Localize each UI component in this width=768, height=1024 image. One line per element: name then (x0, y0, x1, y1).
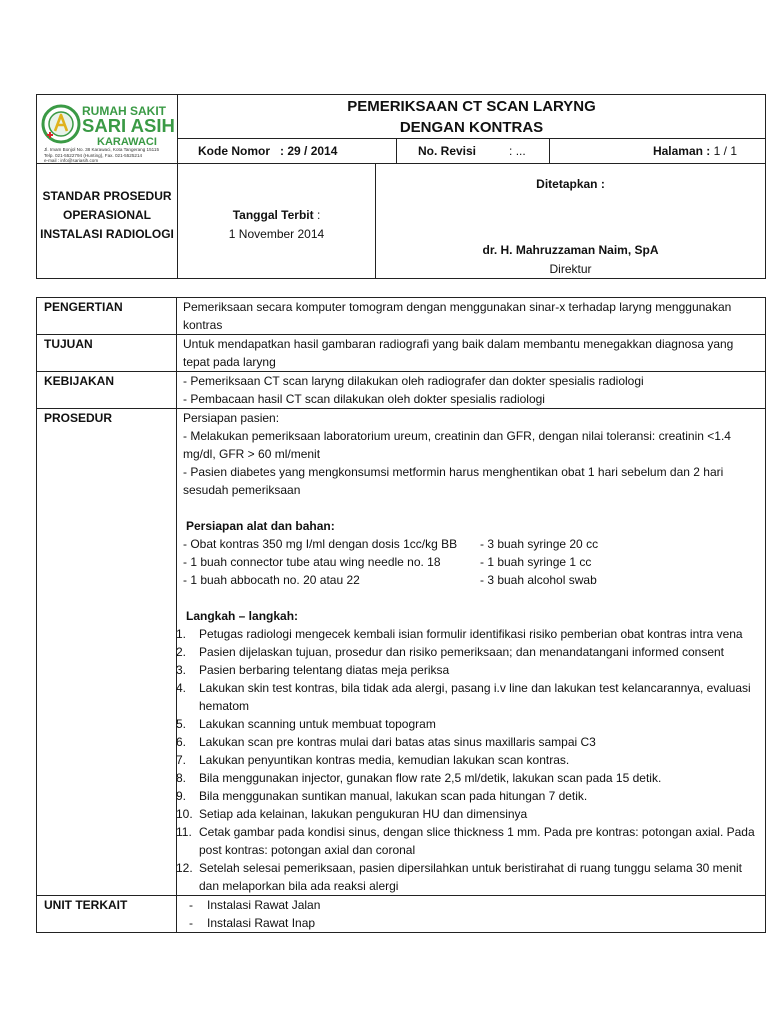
terbit-colon: : (313, 208, 321, 223)
alat-row (183, 571, 761, 589)
step-line: Lakukan skin test kontras, bila tidak ada alergi, pasang i.v line dan lakukan test kelancarannya, evaluasi (199, 681, 751, 695)
terbit-label: Tanggal Terbit (232, 208, 314, 223)
step-text (199, 859, 761, 895)
hospital-name-line2: SARI ASIH (82, 115, 175, 136)
step-line: Bila menggunakan injector, gunakan flow rate 2,5 ml/detik, lakukan scan pada 15 detik. (199, 771, 662, 785)
step-number: 5. (176, 717, 187, 731)
step-item (176, 679, 761, 715)
step-text (199, 769, 761, 787)
label-kebijakan: KEBIJAKAN (37, 372, 177, 409)
kode-label: Kode Nomor (198, 144, 270, 159)
step-item (176, 823, 761, 859)
step-text (199, 805, 761, 823)
sop-line: INSTALASI RADIOLOGI (40, 227, 174, 242)
row-pengertian (37, 298, 766, 335)
step-line: Lakukan scanning untuk membuat topogram (199, 717, 436, 731)
ditetapkan-label: Ditetapkan : (536, 177, 605, 192)
step-line: Setiap ada kelainan, lakukan pengukuran HU dan dimensinya (199, 807, 528, 821)
halaman-value: 1 / 1 (713, 144, 738, 159)
step-number: 4. (176, 681, 187, 695)
row-unit-terkait (37, 896, 766, 933)
step-line: Petugas radiologi mengecek kembali isian formulir identifikasi risiko pemberian obat kontras intra vena (199, 627, 743, 641)
step-number: 6. (176, 735, 187, 749)
content-table (36, 297, 766, 933)
step-number: 7. (176, 753, 187, 767)
title-line2: DENGAN KONTRAS (399, 118, 544, 136)
alat-item: - 3 buah syringe 20 cc (480, 537, 599, 551)
step-line: Setelah selesai pemeriksaan, pasien dipersilahkan untuk beristirahat di ruang tunggu selama 30 menit (199, 861, 742, 875)
signer-role: Direktur (549, 262, 592, 277)
alat-item: - Obat kontras 350 mg I/ml dengan dosis 1cc/kg BB (183, 537, 458, 551)
label-prosedur: PROSEDUR (37, 409, 177, 896)
sop-title (37, 164, 178, 279)
text-line: - Pemeriksaan CT scan laryng dilakukan oleh radiografer dan dokter spesialis radiologi (183, 374, 644, 388)
alat-row (183, 535, 761, 553)
tanggal-terbit (178, 164, 376, 279)
ditetapkan (376, 164, 766, 279)
no-revisi (397, 139, 550, 163)
step-item (176, 751, 761, 769)
header-table (36, 94, 766, 279)
step-text (199, 733, 761, 751)
alat-item: - 1 buah connector tube atau wing needle no. 18 (183, 555, 441, 569)
step-line: dan melaporkan bila ada reaksi alergi (199, 879, 399, 893)
text-prosedur (177, 409, 766, 896)
revisi-value: : ... (509, 144, 526, 159)
unit-text: Instalasi Rawat Inap (207, 916, 316, 930)
row-kebijakan (37, 372, 766, 409)
alat-row (183, 553, 761, 571)
text-line: - Pasien diabetes yang mengkonsumsi metformin harus menghentikan obat 1 hari sebelum dan 2 hari (183, 465, 724, 479)
text-line: tepat pada laryng (183, 355, 276, 369)
step-item (176, 715, 761, 733)
step-text (199, 661, 761, 679)
step-item (176, 859, 761, 895)
alat-item: - 1 buah syringe 1 cc (480, 555, 592, 569)
step-text (199, 823, 761, 859)
text-line: - Pembacaan hasil CT scan dilakukan oleh dokter spesialis radiologi (183, 392, 545, 406)
unit-item (183, 914, 761, 932)
alat-item: - 3 buah alcohol swab (480, 573, 597, 587)
step-number: 11. (176, 825, 192, 839)
step-text (199, 787, 761, 805)
text-line: - Melakukan pemeriksaan laboratorium ureum, creatinin dan GFR, dengan nilai toleransi: creatinin <1.4 (183, 429, 731, 443)
step-text (199, 751, 761, 769)
unit-bullet: - (189, 898, 193, 912)
langkah-title: Langkah – langkah: (186, 609, 299, 623)
text-line: kontras (183, 318, 223, 332)
text-tujuan (177, 335, 766, 372)
step-line: Cetak gambar pada kondisi sinus, dengan slice thickness 1 mm. Pada pre kontras: potongan axial. Pada (199, 825, 755, 839)
address-line: Telp. 021-5522794 (Hunting), Fax. 021-5525214 (44, 152, 143, 158)
step-text (199, 715, 761, 733)
unit-terkait-list (177, 896, 766, 933)
step-item (176, 643, 761, 661)
kode-value: : 29 / 2014 (280, 144, 338, 159)
text-line: Pemeriksaan secara komputer tomogram dengan menggunakan sinar-x terhadap laryng menggunakan (183, 300, 732, 314)
text-pengertian (177, 298, 766, 335)
step-line: Bila menggunakan suntikan manual, lakukan scan pada hitungan 7 detik. (199, 789, 588, 803)
step-number: 10. (176, 807, 193, 821)
halaman-label: Halaman : (652, 144, 711, 159)
row-prosedur (37, 409, 766, 896)
revisi-label: No. Revisi (418, 144, 477, 159)
hospital-name-line3: KARAWACI (97, 136, 157, 147)
persiapan-alat-title: Persiapan alat dan bahan: (186, 519, 335, 533)
sop-line: STANDAR PROSEDUR (42, 189, 172, 204)
hospital-address (44, 147, 176, 164)
step-text (199, 643, 761, 661)
step-text (199, 679, 761, 715)
unit-bullet: - (189, 916, 193, 930)
step-number: 12. (176, 861, 193, 875)
text-line: mg/dl, GFR > 60 ml/menit (183, 447, 321, 461)
step-line: Lakukan penyuntikan kontras media, kemudian lakukan scan kontras. (199, 753, 570, 767)
step-number: 2. (176, 645, 187, 659)
text-line: sesudah pemeriksaan (183, 483, 301, 497)
row-tujuan (37, 335, 766, 372)
label-pengertian: PENGERTIAN (37, 298, 177, 335)
step-line: post kontras: potongan axial dan coronal (199, 843, 416, 857)
meta-row (178, 139, 766, 164)
steps-list (176, 625, 761, 895)
hospital-name-line1: RUMAH SAKIT (82, 104, 166, 118)
step-number: 1. (176, 627, 187, 641)
address-line: e-mail : info@sariasih.com (44, 158, 99, 164)
hospital-logo-cell (37, 95, 178, 164)
alat-item: - 1 buah abbocath no. 20 atau 22 (183, 573, 360, 587)
label-tujuan: TUJUAN (37, 335, 177, 372)
hospital-logo (41, 101, 177, 147)
step-line: Pasien dijelaskan tujuan, prosedur dan risiko pemeriksaan; dan menandatangani informed consent (199, 645, 724, 659)
step-number: 8. (176, 771, 187, 785)
text-kebijakan (177, 372, 766, 409)
title-line1: PEMERIKSAAN CT SCAN LARYNG (347, 97, 596, 115)
step-item (176, 625, 761, 643)
text-line: Untuk mendapatkan hasil gambaran radiografi yang baik dalam membantu menegakkan diagnosa yang (183, 337, 734, 351)
step-line: Lakukan scan pre kontras mulai dari batas atas sinus maxillaris sampai C3 (199, 735, 596, 749)
terbit-value: 1 November 2014 (228, 227, 325, 242)
step-number: 9. (176, 789, 187, 803)
label-unit-terkait: UNIT TERKAIT (37, 896, 177, 933)
signer-name: dr. H. Mahruzzaman Naim, SpA (482, 243, 659, 258)
document-title (178, 95, 766, 139)
halaman (550, 139, 765, 163)
step-item (176, 733, 761, 751)
persiapan-pasien-title: Persiapan pasien: (183, 411, 280, 425)
unit-item (183, 896, 761, 914)
step-item (176, 787, 761, 805)
step-item (176, 769, 761, 787)
sop-line: OPERASIONAL (62, 208, 151, 223)
step-line: Pasien berbaring telentang diatas meja periksa (199, 663, 450, 677)
step-line: hematom (199, 699, 250, 713)
step-item (176, 805, 761, 823)
unit-text: Instalasi Rawat Jalan (207, 898, 321, 912)
step-item (176, 661, 761, 679)
step-text (199, 625, 761, 643)
step-number: 3. (176, 663, 187, 677)
kode-nomor (178, 139, 397, 163)
address-line: Jl. Imam Bonjol No. 38 Karawaci, Kota Tangerang 15115 (44, 147, 159, 152)
